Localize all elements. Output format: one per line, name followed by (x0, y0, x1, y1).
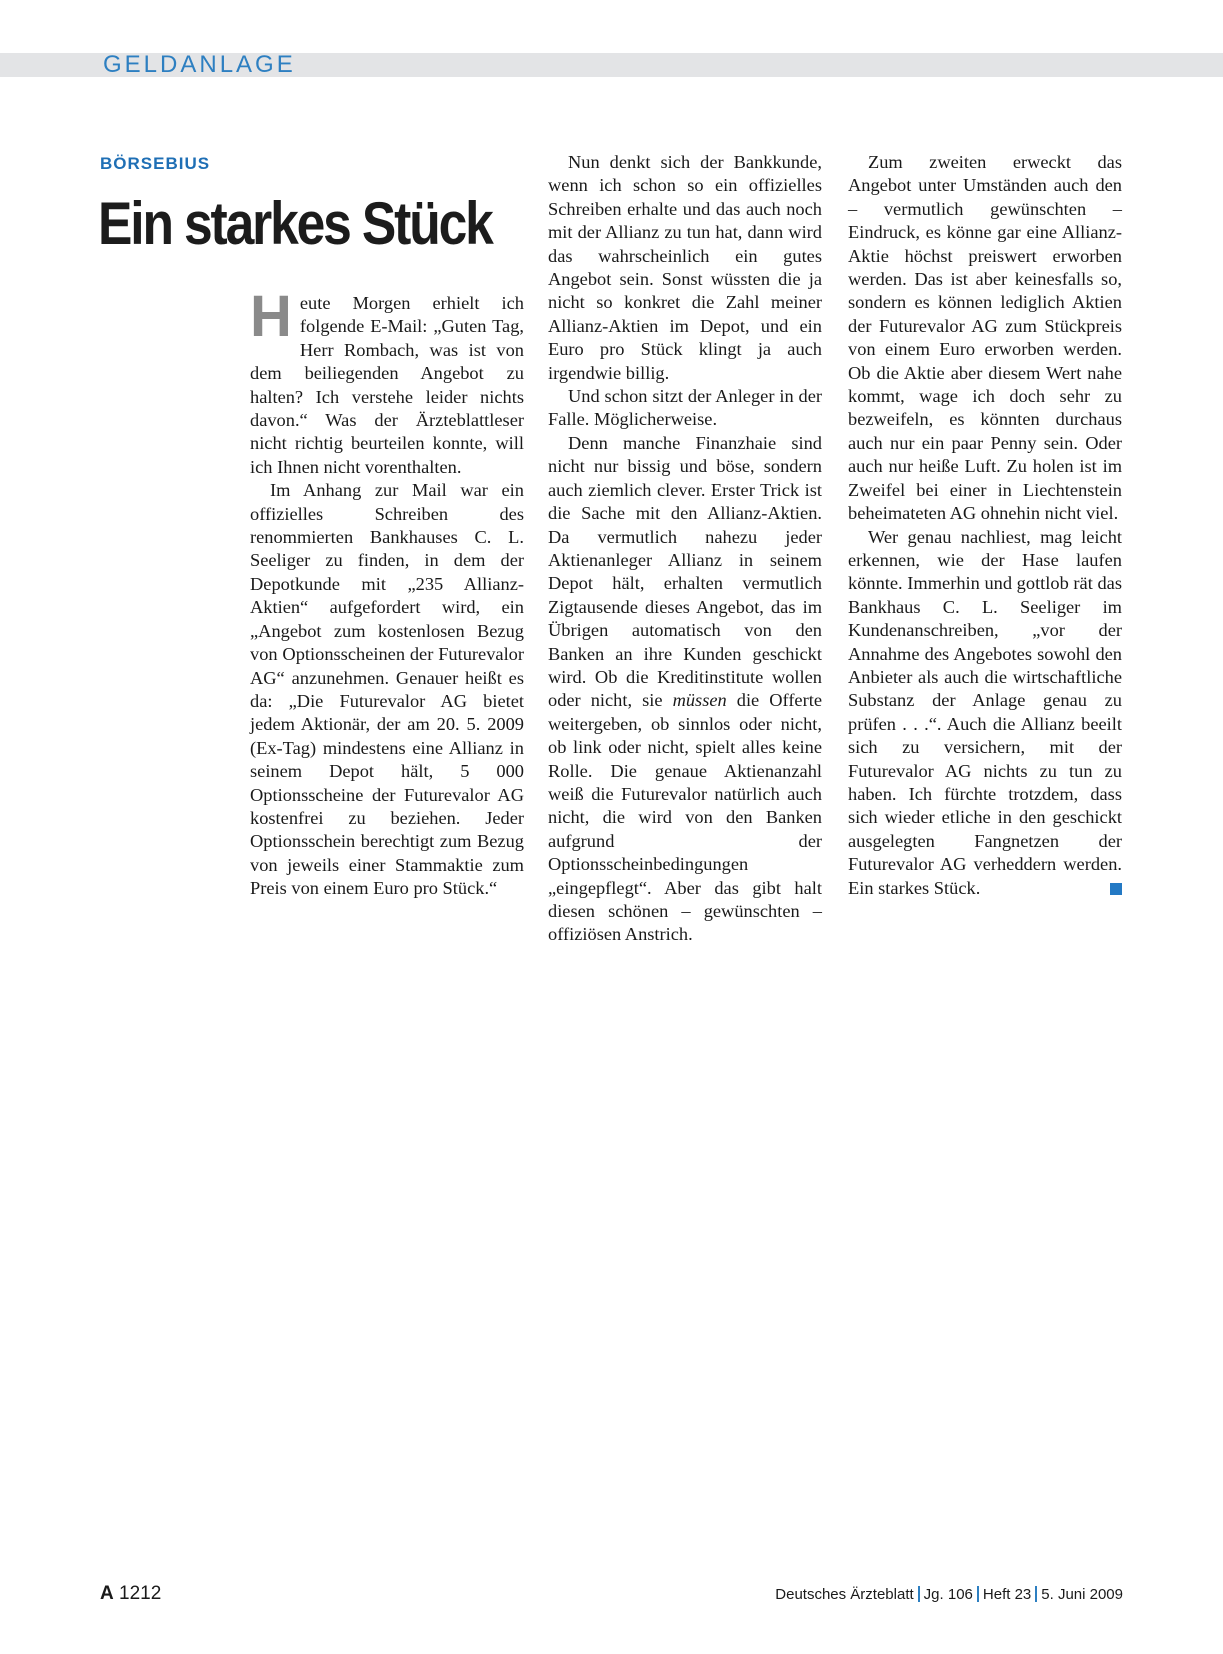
drop-cap: H (250, 284, 292, 349)
separator (977, 1586, 979, 1602)
article-column-1 (250, 284, 524, 901)
page-number-value: 1212 (119, 1583, 162, 1604)
issue: Heft 23 (982, 1586, 1032, 1603)
paragraph: Nun denkt sich der Bankkunde, wenn ich schon so ein offizielles Schreiben erhalte und das auch noch mit der Allianz zu tun hat, dann wird das wahrscheinlich ein gutes Angebot sein. Sonst wüssten die ja nicht so konkret die Zahl meiner Allianz-Aktien im Depot, und ein Euro pro Stück klingt ja auch irgendwie billig. (548, 152, 822, 383)
paragraph: Zum zweiten erweckt das Angebot unter Umständen auch den – vermutlich gewünschten – Eindruck, es könne gar eine Allianz-Aktie höchst preiswert erworben werden. Das ist aber keinesfalls so, sondern es können lediglich Aktien der Futurevalor AG zum Stückpreis von einem Euro erworben werden. Ob die Aktie aber diesem Wert nahe kommt, wage ich doch sehr zu bezweifeln, es könnten durchaus auch nur ein paar Penny sein. Oder auch nur heiße Luft. Zu holen ist im Zweifel bei einer in Liechtenstein beheimateten AG ohnehin nicht viel. (848, 152, 1122, 524)
page-prefix: A (100, 1583, 114, 1604)
article-title: Ein starkes Stück (98, 190, 492, 257)
page-number (100, 1583, 161, 1605)
end-mark-icon (1110, 883, 1122, 895)
separator (1035, 1586, 1037, 1602)
paragraph-text: eute Morgen erhielt ich folgende E-Mail: „Guten Tag, Herr Rombach, was ist von dem beiliegenden Angebot zu halten? Ich verstehe leider nichts davon.“ Was der Ärzteblattleser nicht richtig beurteilen konnte, will ich Ihnen nicht vorenthalten. (250, 293, 524, 477)
paragraph-text: Denn manche Finanzhaie sind nicht nur bissig und böse, sondern auch ziemlich clever. Erster Trick ist die Sache mit den Allianz-Aktien. Da vermutlich nahezu jeder Aktienanleger Allianz in seinem Depot hält, erhalten vermutlich Zigtausende dieses Angebot, das im Übrigen automatisch von den Banken an ihre Kunden geschickt wird. Ob die Kreditinstitute wollen oder nicht, sie (548, 432, 822, 711)
paragraph: Im Anhang zur Mail war ein offizielles Schreiben des renommierten Bankhauses C. L. Seeliger zu finden, in dem der Depotkunde mit „235 Allianz-Aktien“ aufgefordert wird, ein „Angebot zum kostenlosen Bezug von Optionsscheinen der Futurevalor AG“ anzunehmen. Genauer heißt es da: „Die Futurevalor AG bietet jedem Aktionär, der am 20. 5. 2009 (Ex-Tag) mindestens eine Allianz in seinem Depot hält, 5 000 Optionsscheine der Futurevalor AG kostenfrei zu beziehen. Jeder Optionsschein berechtigt zum Bezug von jeweils einer Stammaktie zum Preis von einem Euro pro Stück.“ (250, 480, 524, 899)
paragraph (250, 284, 524, 479)
volume: Jg. 106 (923, 1586, 973, 1603)
paragraph-text: Wer genau nachliest, mag leicht erkennen, wie der Hase laufen könnte. Immerhin und gottlob rät das Bankhaus C. L. Seeliger im Kundenanschreiben, „vor der Annahme des Angebotes sowohl den Anbieter als auch die wirtschaftliche Substanz der Anlage genau zu prüfen . . .“. Auch die Allianz beeilt sich zu versichern, mit der Futurevalor AG nichts zu tun zu haben. Ich fürchte trotzdem, dass sich wieder etliche in den geschickt ausgelegten Fangnetzen der Futurevalor AG verheddern werden. Ein starkes Stück. (848, 526, 1122, 898)
paragraph-text: die Offerte weitergeben, ob sinnlos oder nicht, ob link oder nicht, spielt alles keine Rolle. Die genaue Aktienanzahl weiß die Futurevalor natürlich auch nicht, die wird von den Banken aufgrund der Optionsscheinbedingungen „eingepflegt“. Aber das gibt halt diesen schönen – gewünschten – offiziösen Anstrich. (548, 690, 822, 945)
article-column-2 (548, 151, 822, 947)
paragraph: Und schon sitzt der Anleger in der Falle. Möglicherweise. (548, 386, 822, 430)
section-label: GELDANLAGE (103, 51, 296, 78)
journal-name: Deutsches Ärzteblatt (775, 1586, 914, 1603)
paragraph (548, 432, 822, 947)
issue-date: 5. Juni 2009 (1041, 1586, 1123, 1603)
article-column-3 (848, 151, 1122, 900)
article-kicker: BÖRSEBIUS (100, 154, 211, 173)
separator (918, 1586, 920, 1602)
paragraph (848, 526, 1122, 901)
emphasis-text: müssen (672, 690, 727, 711)
footer-citation (775, 1586, 1123, 1603)
